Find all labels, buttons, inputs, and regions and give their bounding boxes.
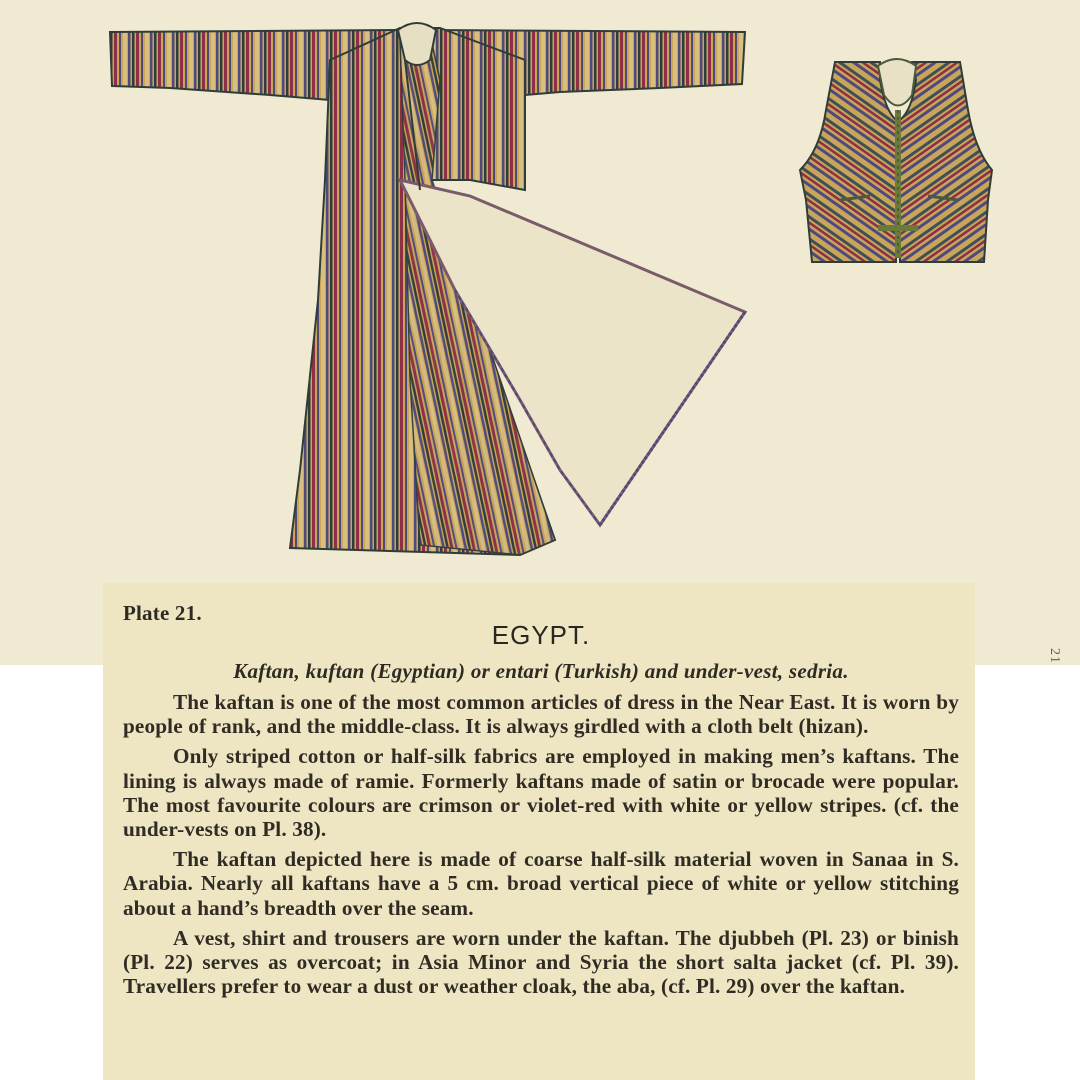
- paragraph: The kaftan depicted here is made of coarse half-silk material woven in Sanaa in S. Arabia. Nearly all kaftans have a 5 cm. broad vertical piece of white or yellow stitching about a hand’s breadth over the seam.: [123, 847, 959, 920]
- vest-right-half: [900, 62, 992, 262]
- paragraph: The kaftan is one of the most common articles of dress in the Near East. It is worn by people of rank, and the middle-class. It is always girdled with a cloth belt (hizan).: [123, 690, 959, 739]
- plate-subtitle: Kaftan, kuftan (Egyptian) or entari (Turkish) and under-vest, sedria.: [233, 659, 849, 683]
- caption-panel: [103, 583, 975, 1080]
- paragraph: Only striped cotton or half-silk fabrics are employed in making men’s kaftans. The lining is always made of ramie. Formerly kaftans made of satin or brocade were popular. The most favourite colours are crimson or violet-red with white or yellow stripes. (cf. the under-vests on Pl. 38).: [123, 744, 959, 842]
- vest-left-half: [800, 62, 896, 262]
- paragraph: A vest, shirt and trousers are worn under the kaftan. The djubbeh (Pl. 23) or binish (Pl. 22) serves as overcoat; in Asia Minor and Syria the short salta jacket (cf. Pl. 39). Travellers prefer to wear a dust or weather cloak, the aba, (cf. Pl. 29) over the kaftan.: [123, 925, 959, 999]
- kaftan-collar: [398, 23, 436, 65]
- plate-label: Plate 21.: [123, 601, 202, 625]
- country-title: EGYPT.: [491, 620, 591, 650]
- kaftan: [110, 23, 745, 555]
- under-vest: [800, 59, 992, 262]
- side-page-number: 21: [1047, 648, 1062, 664]
